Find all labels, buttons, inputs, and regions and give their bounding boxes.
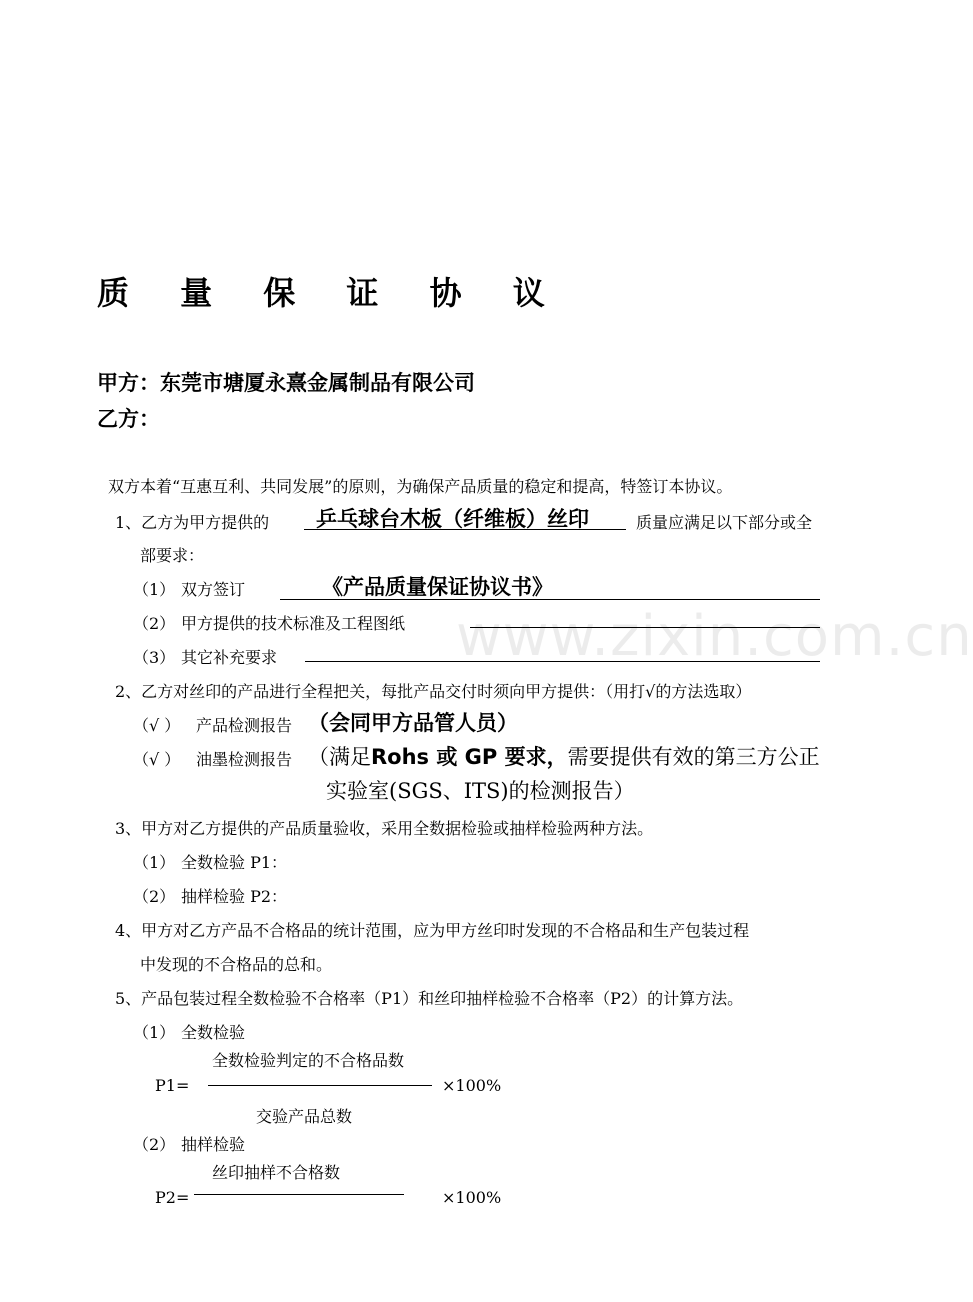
item1-sub1-underline (280, 599, 820, 600)
item2-opt2-label: 油墨检测报告 (196, 750, 293, 769)
item2-opt2-note-a: （满足 (308, 745, 371, 769)
item1-product: 乒乓球台木板（纤维板）丝印 (316, 507, 589, 531)
formula1-denominator: 交验产品总数 (256, 1107, 353, 1126)
item5-text: 5、产品包装过程全数检验不合格率（P1）和丝印抽样检验不合格率（P2）的计算方法。 (115, 989, 744, 1008)
item1-sub1-label: 双方签订 (181, 580, 246, 599)
watermark: www.zixin.com.cn (456, 604, 973, 669)
item2-opt2-note-b: Rohs 或 GP 要求， (371, 745, 568, 769)
item5-sub1: 全数检验 (181, 1023, 246, 1042)
item1-sub1-value: 《产品质量保证协议书》 (322, 575, 553, 599)
formula1-numerator: 全数检验判定的不合格品数 (212, 1051, 405, 1070)
intro-paragraph: 双方本着“互惠互利、共同发展”的原则，为确保产品质量的稳定和提高，特签订本协议。 (108, 477, 733, 496)
item1-sub3-label: 其它补充要求 (181, 648, 278, 667)
item1-sub2-number: （2） (133, 614, 176, 633)
item2-opt2-note-cont: 实验室(SGS、ITS)的检测报告） (326, 779, 635, 803)
formula2-fraction-bar (194, 1194, 404, 1195)
item2-opt2-note-c: 需要提供有效的第三方公正 (567, 745, 820, 769)
item1-product-underline (304, 529, 626, 530)
item2-opt2-note (308, 741, 820, 771)
item1-suffix: 质量应满足以下部分或全 (636, 513, 813, 532)
item3-sub1-number: （1） (133, 853, 176, 872)
item1-continuation: 部要求： (140, 546, 205, 565)
item3-sub1: 全数检验 P1： (181, 853, 288, 872)
item2-text: 2、乙方对丝印的产品进行全程把关，每批产品交付时须向甲方提供：（用打√的方法选取） (115, 682, 752, 701)
item3-sub2: 抽样检验 P2： (181, 887, 288, 906)
document-title: 质 量 保 证 协 议 (97, 274, 565, 312)
item1-sub1-number: （1） (133, 580, 176, 599)
item2-opt1-mark: （√ ） (133, 716, 181, 735)
formula2-numerator: 丝印抽样不合格数 (212, 1163, 341, 1182)
formula2-multiplier: ×100% (442, 1188, 502, 1207)
item4-text: 4、甲方对乙方产品不合格品的统计范围，应为甲方丝印时发现的不合格品和生产包装过程 (115, 921, 750, 940)
item4-continuation: 中发现的不合格品的总和。 (140, 955, 333, 974)
formula1-multiplier: ×100% (442, 1076, 502, 1095)
item1-prefix: 1、乙方为甲方提供的 (115, 513, 270, 532)
item5-sub1-number: （1） (133, 1023, 176, 1042)
item3-text: 3、甲方对乙方提供的产品质量验收，采用全数据检验或抽样检验两种方法。 (115, 819, 654, 838)
item2-opt1-note: （会同甲方品管人员） (308, 711, 518, 735)
formula1-fraction-bar (208, 1085, 432, 1086)
party-b: 乙方： (97, 406, 160, 431)
party-a: 甲方：东莞市塘厦永熹金属制品有限公司 (97, 370, 475, 395)
item2-opt2-mark: （√ ） (133, 750, 181, 769)
item2-opt1-label: 产品检测报告 (196, 716, 293, 735)
formula1-lhs: P1= (155, 1076, 190, 1095)
item1-sub3-number: （3） (133, 648, 176, 667)
item5-sub2-number: （2） (133, 1135, 176, 1154)
item1-sub2-label: 甲方提供的技术标准及工程图纸 (181, 614, 406, 633)
item5-sub2: 抽样检验 (181, 1135, 246, 1154)
item3-sub2-number: （2） (133, 887, 176, 906)
formula2-lhs: P2= (155, 1188, 190, 1207)
